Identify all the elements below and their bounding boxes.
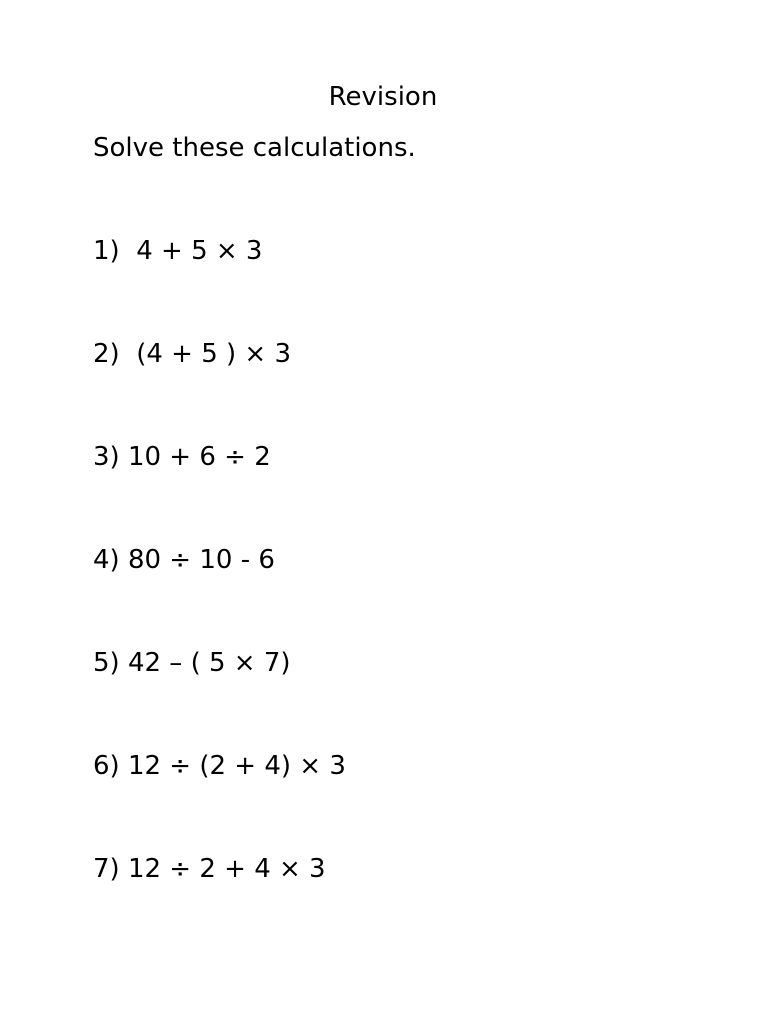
question-1: 1) 4 + 5 × 3 <box>93 236 263 266</box>
question-3: 3) 10 + 6 ÷ 2 <box>93 442 271 472</box>
question-5: 5) 42 – ( 5 × 7) <box>93 648 291 678</box>
question-list <box>93 234 346 955</box>
question-2: 2) (4 + 5 ) × 3 <box>93 339 292 369</box>
worksheet-title: Revision <box>328 82 438 112</box>
question-4: 4) 80 ÷ 10 - 6 <box>93 545 275 575</box>
worksheet-instructions: Solve these calculations. <box>93 133 416 163</box>
question-7: 7) 12 ÷ 2 + 4 × 3 <box>93 854 326 884</box>
question-6: 6) 12 ÷ (2 + 4) × 3 <box>93 751 346 781</box>
